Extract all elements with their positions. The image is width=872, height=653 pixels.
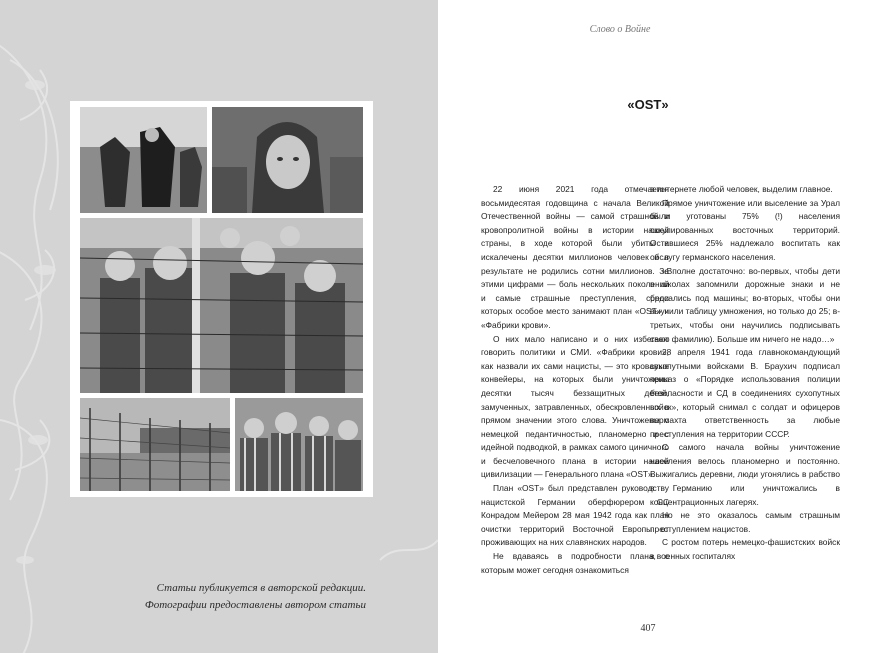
paragraph: С самого начала войны уничтожение населения велось планомерно и постоянно. Выжигались деревни, люди угонялись в рабство в Германию или уничтожались в концентрационных лагерях. [650, 442, 840, 507]
paragraph: 28 апреля 1941 года главнокомандующий сухопутными войсками В. Браухич подписал приказ о «Порядке использования полиции безопасности и СД в соединениях сухопутных войск», который снимал с солдат и офицеров вермахта ответственность за любые преступления на территории СССР. [650, 347, 840, 439]
caption-line-1: Статьи публикуется в авторской редакции. [156, 582, 366, 594]
paragraph: в интернете любой человек, выделим главное. [650, 184, 833, 194]
paragraph: С ростом потерь немецко-фашистских войск в военных госпиталях [650, 537, 840, 562]
paragraph: Но не это оказалось самым страшным преступлением нацистов. [650, 510, 840, 534]
paragraph: Прямое уничтожение или выселение за Урал были уготованы 75% (!) населения оккупированных восточных территорий. Оставшиеся 25% надлежало воспитать как обслугу германского населения. [650, 197, 840, 262]
photo-caption [106, 580, 366, 614]
paragraph: О них мало написано и о них избегают говорить политики и СМИ. «Фабрики крови», как назвали их сами нацисты, — это кровавые конвейеры, на которых были уничтожены десятки тысяч беззащитных детей, замученных, затравленных, обескровленных в прямом значении этого слова. Уничтожены с немецкой педантичностью, планомерно и с идейной подводкой, в рамках самого циничного и бесчеловечного плана в истории нашей цивилизации — Генерального плана «OST». [481, 333, 669, 480]
paragraph: Не вдаваясь в подробности плана, с которым может сегодня ознакомиться [481, 551, 669, 575]
paragraph: 22 июня 2021 года отмечается восьмидесятая годовщина с начала Великой Отечественной войны — самой страшной и кровопролитной войны в истории нашей страны, в ходе которой были убиты и искалечены десятки миллионов человек и в результате не родились сотни миллионов. За этими цифрами — боль нескольких поколений и самые страшные преступления, среди которых особое место занимают план «OST» и «Фабрики крови». [481, 184, 669, 330]
photo-children-striped [235, 398, 363, 491]
text-column-right [650, 183, 840, 564]
photo-refugees [80, 107, 207, 213]
photo-girl-headscarf [212, 107, 363, 213]
photo-children-barbed-wire [80, 218, 363, 393]
running-header: Слово о Войне [589, 24, 651, 35]
photo-camp-fence [80, 398, 230, 491]
right-page [438, 0, 872, 653]
article-title: «OST» [627, 97, 669, 112]
page-number: 407 [640, 623, 656, 634]
photo-collage [70, 101, 373, 497]
caption-line-2: Фотографии предоставлены автором статьи [144, 599, 366, 611]
text-column-left [481, 183, 669, 577]
paragraph: План «OST» был представлен руководству нацистской Германии оберфюрером СС Конрадом Мейером 28 мая 1942 года как план очистки территорий Восточной Европы от проживающих на них славянских народов. [481, 483, 669, 548]
paragraph: «Вполне достаточно: во-первых, чтобы дети в школах запомнили дорожные знаки и не бросались под машины; во-вторых, чтобы они выучили таблицу умножения, но только до 25; в-третьих, чтобы они научились подписывать свою фамилию). Больше им ничего не надо…» [650, 265, 840, 344]
